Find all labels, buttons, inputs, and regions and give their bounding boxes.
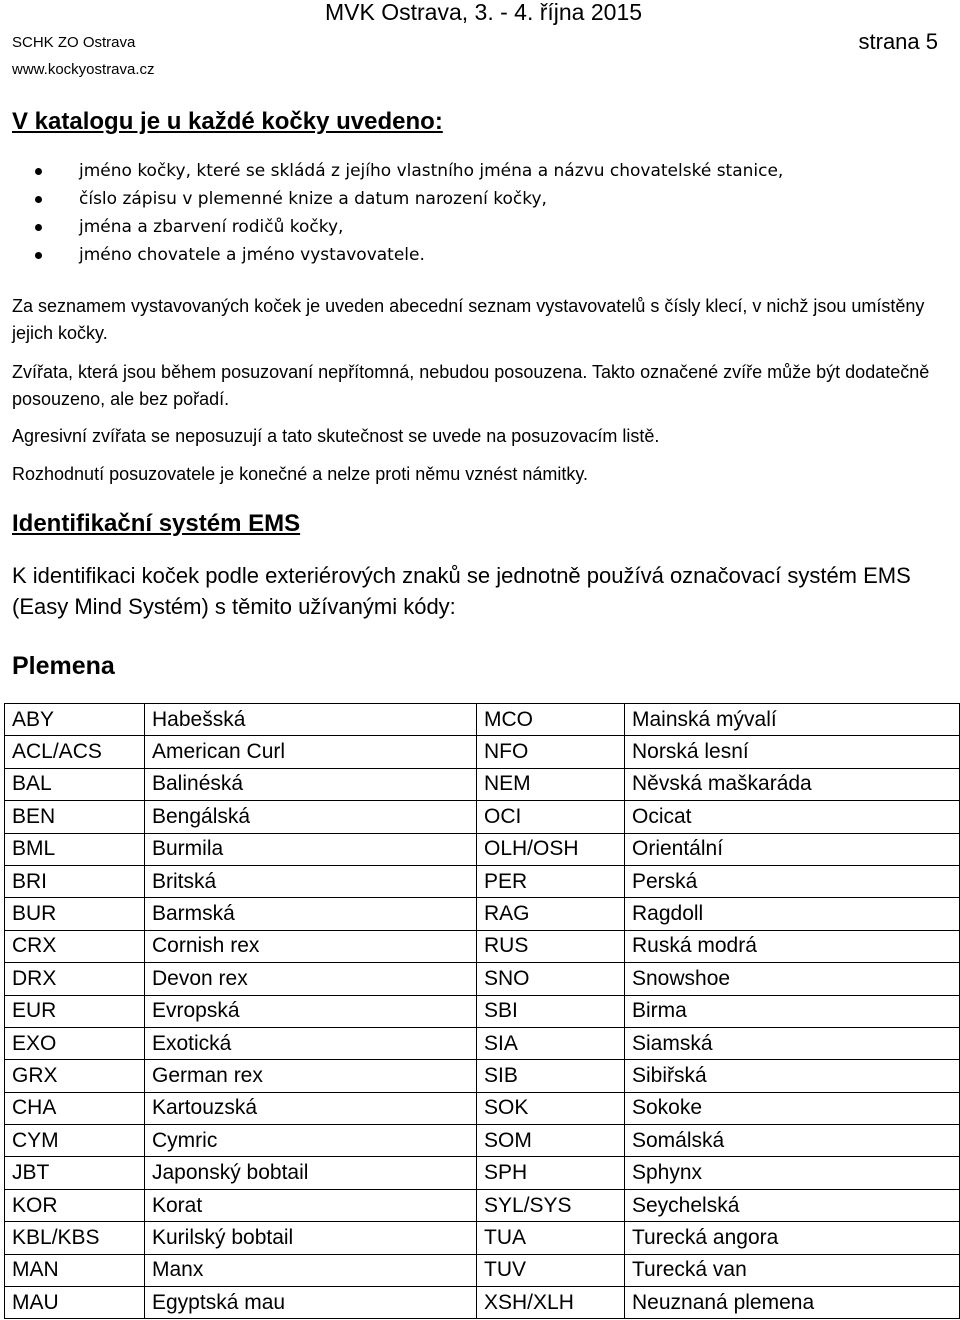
list-item: [0, 185, 783, 213]
bullet-text: jméno kočky, které se skládá z jejího vlastního jména a názvu chovatelské stanice,: [79, 161, 784, 181]
breed-name-cell: Perská: [625, 865, 960, 897]
bullet-icon: [35, 168, 42, 175]
page-number: strana 5: [858, 29, 938, 54]
breed-code-cell: EUR: [5, 995, 145, 1027]
breed-name-cell: Sibiřská: [625, 1060, 960, 1092]
breed-code-cell: BAL: [5, 768, 145, 800]
breed-name-cell: Devon rex: [145, 963, 477, 995]
event-title: MVK Ostrava, 3. - 4. října 2015: [325, 0, 643, 25]
table-row: [5, 865, 960, 897]
breed-name-cell: Barmská: [145, 898, 477, 930]
bullet-text: číslo zápisu v plemenné knize a datum narození kočky,: [79, 189, 547, 209]
breed-name-cell: Ocicat: [625, 801, 960, 833]
list-item: [0, 157, 783, 185]
breed-code-cell: SPH: [477, 1157, 625, 1189]
table-row: [5, 833, 960, 865]
breed-code-cell: ACL/ACS: [5, 736, 145, 768]
ems-intro-paragraph: K identifikaci koček podle exteriérových znaků se jednotně používá označovací systém EMS (Easy Mind Systém) s těmito užívanými kódy:: [12, 563, 911, 619]
table-row: [5, 704, 960, 736]
breed-name-cell: Kurilský bobtail: [145, 1222, 477, 1254]
list-item: [0, 241, 783, 269]
table-row: [5, 963, 960, 995]
bullet-text: jméno chovatele a jméno vystavovatele.: [79, 245, 425, 265]
bullet-text: jména a zbarvení rodičů kočky,: [79, 217, 344, 237]
judge-decision-paragraph: Rozhodnutí posuzovatele je konečné a nelze proti němu vznést námitky.: [12, 464, 588, 484]
breed-code-cell: OLH/OSH: [477, 833, 625, 865]
breed-name-cell: Turecká van: [625, 1254, 960, 1286]
breed-name-cell: Britská: [145, 865, 477, 897]
table-row: [5, 1060, 960, 1092]
breed-name-cell: Turecká angora: [625, 1222, 960, 1254]
breed-code-cell: CYM: [5, 1125, 145, 1157]
bullet-icon: [35, 224, 42, 231]
breed-name-cell: Něvská maškaráda: [625, 768, 960, 800]
breed-code-cell: XSH/XLH: [477, 1287, 625, 1319]
breed-code-cell: KOR: [5, 1189, 145, 1221]
breed-code-cell: OCI: [477, 801, 625, 833]
table-row: [5, 801, 960, 833]
table-row: [5, 1125, 960, 1157]
breed-name-cell: Exotická: [145, 1027, 477, 1059]
breed-code-cell: TUA: [477, 1222, 625, 1254]
table-row: [5, 1189, 960, 1221]
breeds-table: [4, 703, 960, 1319]
breed-code-cell: BUR: [5, 898, 145, 930]
breed-code-cell: SOM: [477, 1125, 625, 1157]
table-row: [5, 768, 960, 800]
breed-name-cell: Evropská: [145, 995, 477, 1027]
breed-code-cell: BRI: [5, 865, 145, 897]
breed-code-cell: SBI: [477, 995, 625, 1027]
breed-name-cell: German rex: [145, 1060, 477, 1092]
breed-code-cell: RUS: [477, 930, 625, 962]
breed-name-cell: Somálská: [625, 1125, 960, 1157]
breeds-title: Plemena: [12, 652, 115, 680]
catalog-bullet-list: [0, 157, 783, 269]
breed-code-cell: ABY: [5, 704, 145, 736]
breed-name-cell: Mainská mývalí: [625, 704, 960, 736]
breed-code-cell: NFO: [477, 736, 625, 768]
breed-code-cell: SNO: [477, 963, 625, 995]
organization-name: SCHK ZO Ostrava: [12, 34, 136, 51]
breed-code-cell: NEM: [477, 768, 625, 800]
breed-name-cell: Snowshoe: [625, 963, 960, 995]
table-row: [5, 995, 960, 1027]
breed-name-cell: Bengálská: [145, 801, 477, 833]
breed-code-cell: RAG: [477, 898, 625, 930]
breed-name-cell: Sokoke: [625, 1092, 960, 1124]
breed-name-cell: Cornish rex: [145, 930, 477, 962]
breed-name-cell: Seychelská: [625, 1189, 960, 1221]
breed-name-cell: American Curl: [145, 736, 477, 768]
table-row: [5, 1287, 960, 1319]
breed-name-cell: Norská lesní: [625, 736, 960, 768]
aggressive-animals-paragraph: Agresivní zvířata se neposuzují a tato skutečnost se uvede na posuzovacím listě.: [12, 426, 660, 446]
breed-name-cell: Egyptská mau: [145, 1287, 477, 1319]
breed-code-cell: BML: [5, 833, 145, 865]
bullet-icon: [35, 196, 42, 203]
breed-code-cell: CRX: [5, 930, 145, 962]
breed-name-cell: Balinéská: [145, 768, 477, 800]
breed-code-cell: PER: [477, 865, 625, 897]
catalog-section-title: V katalogu je u každé kočky uvedeno:: [12, 108, 443, 135]
website-link[interactable]: www.kockyostrava.cz: [12, 61, 155, 78]
breed-code-cell: SIB: [477, 1060, 625, 1092]
breed-name-cell: Neuznaná plemena: [625, 1287, 960, 1319]
table-row: [5, 1157, 960, 1189]
breed-name-cell: Ragdoll: [625, 898, 960, 930]
table-row: [5, 736, 960, 768]
table-row: [5, 1027, 960, 1059]
breed-code-cell: CHA: [5, 1092, 145, 1124]
breed-code-cell: EXO: [5, 1027, 145, 1059]
breed-name-cell: Cymric: [145, 1125, 477, 1157]
breed-code-cell: SOK: [477, 1092, 625, 1124]
breed-code-cell: BEN: [5, 801, 145, 833]
list-item: [0, 213, 783, 241]
breed-code-cell: DRX: [5, 963, 145, 995]
breed-code-cell: SYL/SYS: [477, 1189, 625, 1221]
breed-code-cell: MAU: [5, 1287, 145, 1319]
breed-name-cell: Habešská: [145, 704, 477, 736]
breed-code-cell: SIA: [477, 1027, 625, 1059]
table-row: [5, 930, 960, 962]
breed-code-cell: GRX: [5, 1060, 145, 1092]
table-row: [5, 898, 960, 930]
breed-name-cell: Sphynx: [625, 1157, 960, 1189]
breed-name-cell: Birma: [625, 995, 960, 1027]
table-row: [5, 1092, 960, 1124]
breed-code-cell: MCO: [477, 704, 625, 736]
breed-code-cell: JBT: [5, 1157, 145, 1189]
breed-name-cell: Japonský bobtail: [145, 1157, 477, 1189]
ems-section-title: Identifikační systém EMS: [12, 510, 301, 537]
breed-code-cell: TUV: [477, 1254, 625, 1286]
exhibitors-paragraph: Za seznamem vystavovaných koček je uveden abecední seznam vystavovatelů s čísly klecí, v nichž jsou umístěny jejich kočky.: [12, 296, 925, 343]
breed-name-cell: Manx: [145, 1254, 477, 1286]
breed-name-cell: Siamská: [625, 1027, 960, 1059]
absent-animals-paragraph: Zvířata, která jsou během posuzovaní nepřítomná, nebudou posouzena. Takto označené zvíře může být dodatečně posouzeno, ale bez pořadí.: [12, 362, 930, 409]
breed-code-cell: KBL/KBS: [5, 1222, 145, 1254]
bullet-icon: [35, 252, 42, 259]
breed-name-cell: Ruská modrá: [625, 930, 960, 962]
breed-code-cell: MAN: [5, 1254, 145, 1286]
breed-name-cell: Orientální: [625, 833, 960, 865]
breed-name-cell: Burmila: [145, 833, 477, 865]
table-row: [5, 1254, 960, 1286]
breed-name-cell: Korat: [145, 1189, 477, 1221]
breed-name-cell: Kartouzská: [145, 1092, 477, 1124]
table-row: [5, 1222, 960, 1254]
